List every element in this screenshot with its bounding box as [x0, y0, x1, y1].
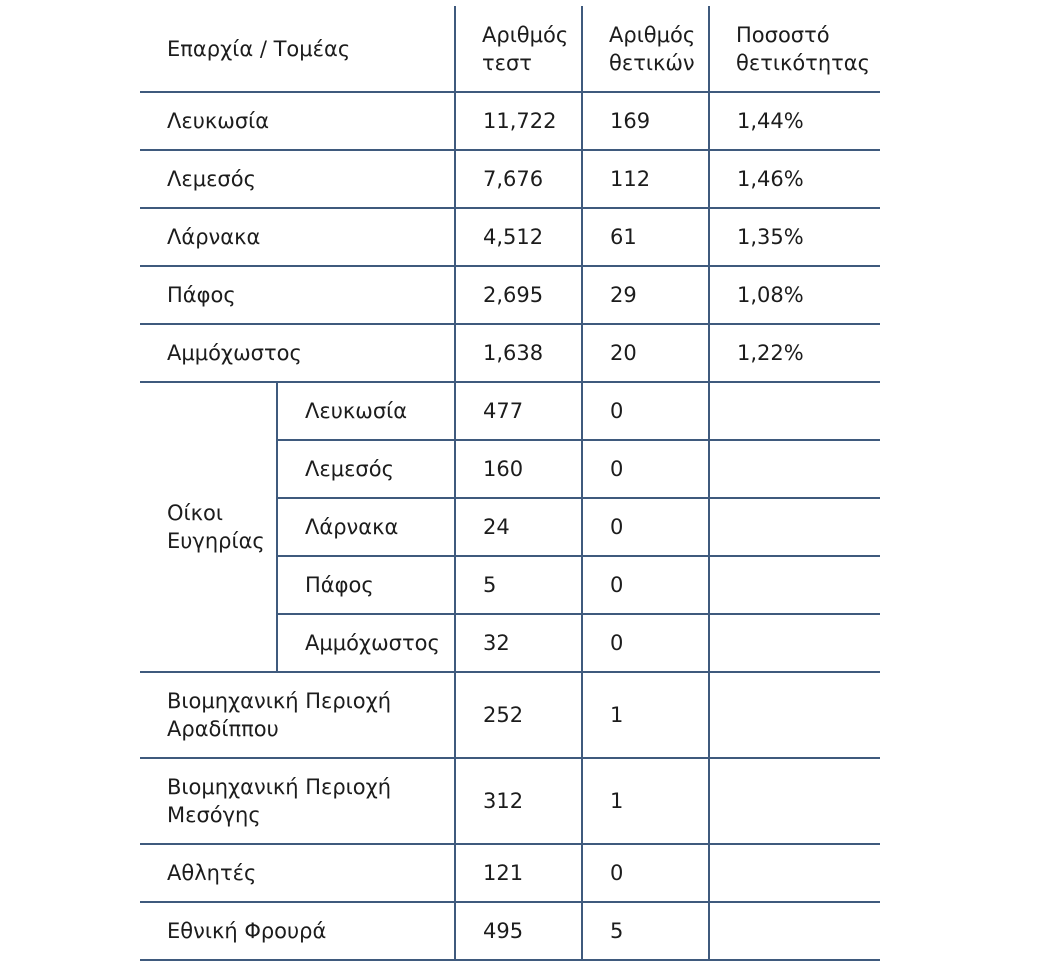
positivity-rate-empty	[709, 440, 880, 498]
positivity-rate-empty	[709, 902, 880, 960]
positivity-rate: 1,46%	[709, 150, 880, 208]
positives-count: 20	[582, 324, 709, 382]
positivity-rate: 1,44%	[709, 92, 880, 150]
tests-count: 11,722	[455, 92, 582, 150]
table-row	[140, 208, 880, 266]
tests-count: 7,676	[455, 150, 582, 208]
tests-count: 32	[455, 614, 582, 672]
care-home-district: Λεμεσός	[277, 440, 455, 498]
district-name: Λευκωσία	[140, 92, 455, 150]
tests-count: 160	[455, 440, 582, 498]
sector-name: Εθνική Φρουρά	[140, 902, 455, 960]
positivity-rate-empty	[709, 382, 880, 440]
positivity-rate-empty	[709, 556, 880, 614]
positives-count: 5	[582, 902, 709, 960]
positivity-rate: 1,08%	[709, 266, 880, 324]
positivity-rate: 1,22%	[709, 324, 880, 382]
positives-count: 1	[582, 758, 709, 844]
header-tests: Αριθμός τεστ	[455, 6, 582, 92]
positives-count: 0	[582, 556, 709, 614]
district-name: Λάρνακα	[140, 208, 455, 266]
tests-count: 477	[455, 382, 582, 440]
header-rate: Ποσοστό θετικότητας	[709, 6, 880, 92]
care-home-district: Λευκωσία	[277, 382, 455, 440]
positives-count: 0	[582, 844, 709, 902]
sector-name: Βιομηχανική Περιοχή Αραδίππου	[140, 672, 455, 758]
positives-count: 1	[582, 672, 709, 758]
tests-count: 312	[455, 758, 582, 844]
tests-count: 24	[455, 498, 582, 556]
table-row	[140, 758, 880, 844]
tests-count: 121	[455, 844, 582, 902]
care-home-district: Αμμόχωστος	[277, 614, 455, 672]
care-home-district: Λάρνακα	[277, 498, 455, 556]
care-home-district: Πάφος	[277, 556, 455, 614]
positivity-rate-empty	[709, 614, 880, 672]
district-name: Πάφος	[140, 266, 455, 324]
table-row	[140, 150, 880, 208]
positivity-rate-empty	[709, 844, 880, 902]
positives-count: 0	[582, 614, 709, 672]
table-row	[140, 324, 880, 382]
table-row	[140, 844, 880, 902]
tests-count: 495	[455, 902, 582, 960]
header-region: Επαρχία / Τομέας	[140, 6, 455, 92]
table-row	[140, 266, 880, 324]
header-row	[140, 6, 880, 92]
table-row	[140, 672, 880, 758]
tests-count: 4,512	[455, 208, 582, 266]
positives-count: 61	[582, 208, 709, 266]
positives-count: 0	[582, 498, 709, 556]
positivity-rate-empty	[709, 758, 880, 844]
table-row	[140, 382, 880, 440]
sector-name: Βιομηχανική Περιοχή Μεσόγης	[140, 758, 455, 844]
tests-count: 252	[455, 672, 582, 758]
positives-count: 0	[582, 382, 709, 440]
table-row	[140, 92, 880, 150]
tests-count: 2,695	[455, 266, 582, 324]
table-row	[140, 902, 880, 960]
header-positives: Αριθμός θετικών	[582, 6, 709, 92]
care-homes-label: Οίκοι Ευγηρίας	[140, 382, 277, 672]
positivity-rate: 1,35%	[709, 208, 880, 266]
positives-count: 169	[582, 92, 709, 150]
positives-count: 29	[582, 266, 709, 324]
positives-count: 0	[582, 440, 709, 498]
sector-name: Αθλητές	[140, 844, 455, 902]
positivity-rate-empty	[709, 498, 880, 556]
district-name: Αμμόχωστος	[140, 324, 455, 382]
test-results-table	[140, 6, 880, 961]
tests-count: 5	[455, 556, 582, 614]
tests-count: 1,638	[455, 324, 582, 382]
district-name: Λεμεσός	[140, 150, 455, 208]
positivity-rate-empty	[709, 672, 880, 758]
positives-count: 112	[582, 150, 709, 208]
